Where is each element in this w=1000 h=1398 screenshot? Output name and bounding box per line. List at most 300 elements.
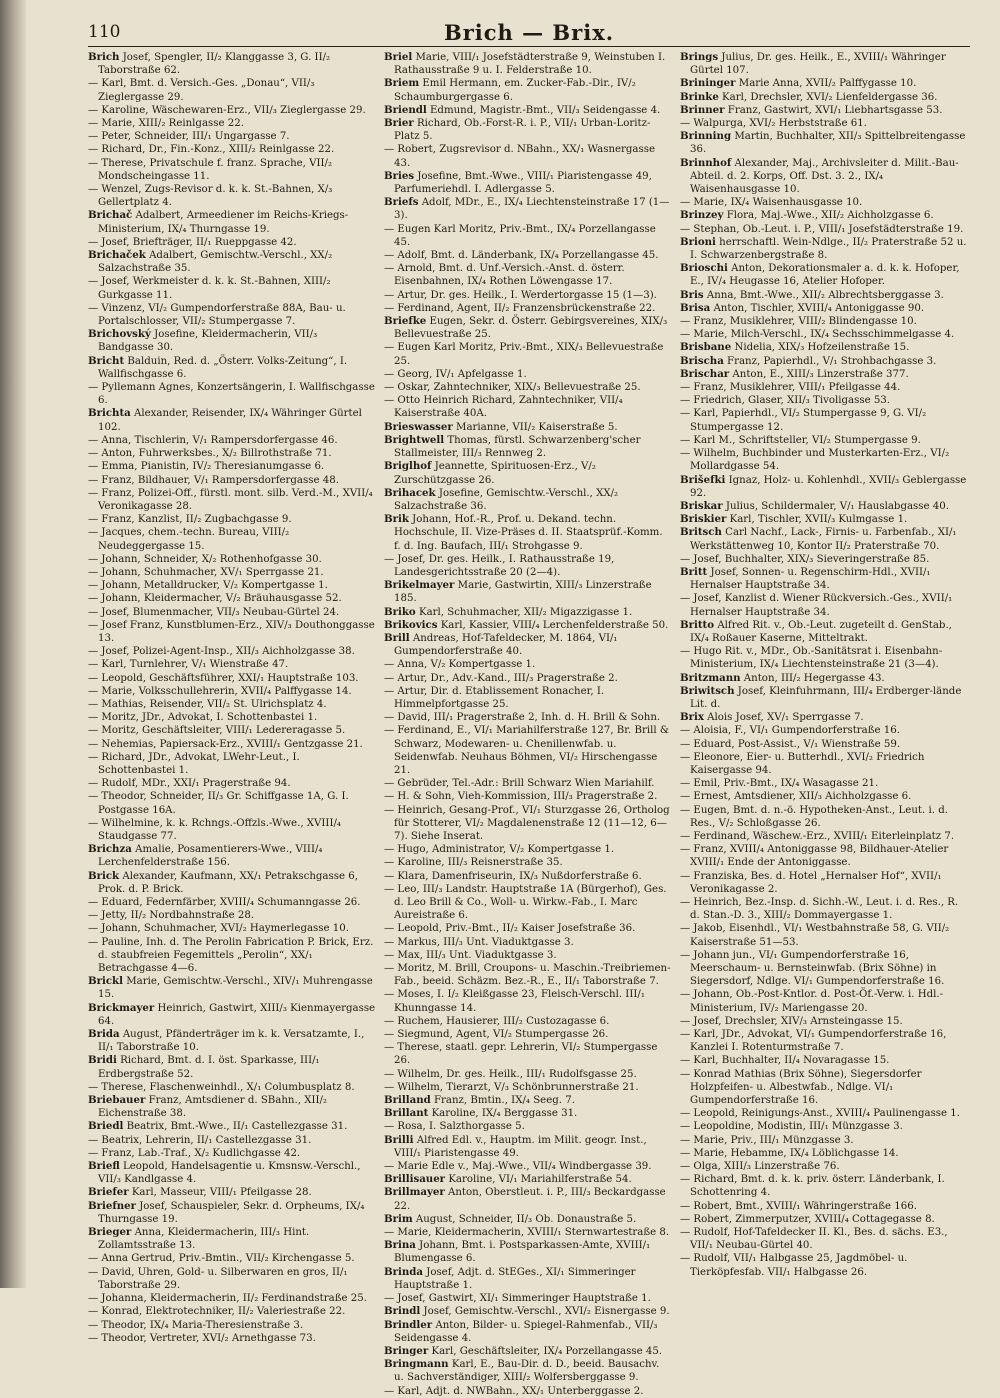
entry-text: Josef, Spengler, II/₂ Klanggasse 3, G. II/₂ Taborstraße 62. (98, 52, 331, 77)
directory-entry (680, 434, 968, 447)
entry-text: Josef, Adjt. d. StEGes., XI/₁ Simmeringer Hauptstraße 1. (394, 1266, 636, 1291)
entry-text: Marie, VIII/₁ Josefstädterstraße 9, Weinstuben I. Rathausstraße 9 u. I. Felderstraße 10. (394, 52, 666, 77)
entry-surname: Brikovics (384, 618, 438, 631)
directory-entry (384, 262, 672, 288)
directory-entry (384, 724, 672, 777)
entry-text: — Karoline, III/₃ Reisnerstraße 35. (384, 857, 563, 869)
directory-entry (680, 223, 968, 236)
entry-surname: Brieswasser (384, 420, 453, 433)
entry-surname: Brichovský (88, 328, 151, 341)
directory-entry (680, 1015, 968, 1028)
entry-surname: Briefl (88, 1160, 120, 1173)
entry-surname: Briebauer (88, 1094, 146, 1107)
entry-text: — Ferdinand, Agent, II/₂ Franzensbrückenstraße 22. (384, 302, 656, 314)
entry-text: Adolf, MDr., E., IX/₄ Liechtensteinstraße 17 (1—3). (394, 197, 670, 222)
entry-text: — Friedrich, Glaser, XII/₃ Tivoligasse 53. (680, 395, 891, 407)
directory-entry (88, 751, 376, 777)
directory-entry (384, 988, 672, 1014)
directory-entry (88, 526, 376, 552)
directory-entry (384, 685, 672, 711)
entry-text: — Josef, Briefträger, II/₁ Rueppgasse 42. (88, 236, 297, 248)
directory-entry (88, 870, 376, 896)
directory-entry (680, 738, 968, 751)
entry-text: — Marie, Volksschullehrerin, XVII/₄ Palffygasse 14. (88, 685, 352, 697)
entry-text: Eugen, Sekr. d. Österr. Gebirgsvereines, XIX/₃ Bellevuestraße 25. (394, 316, 668, 341)
directory-entry (680, 262, 968, 288)
directory-entry (88, 711, 376, 724)
directory-entry (680, 91, 968, 104)
entry-text: Karl, Kassier, VIII/₄ Lerchenfelderstraße 50. (440, 619, 669, 631)
directory-entry (384, 289, 672, 302)
entry-text: Josef, Sonnen- u. Regenschirm-Hdl., XVII/₁ Hernalser Hauptstraße 34. (690, 566, 931, 592)
directory-entry (680, 1107, 968, 1120)
entry-text: — Markus, III/₃ Unt. Viaduktgasse 3. (384, 936, 574, 948)
entry-text: — Eugen Karl Moritz, Priv.-Bmt., XIX/₃ Bellevuestraße 25. (384, 342, 664, 367)
entry-text: Adalbert, Armeediener im Reichs-Kriegs-Ministerium, IX/₄ Thurngasse 19. (98, 210, 349, 235)
entry-text: — Max, III/₃ Unt. Viaduktgasse 3. (384, 949, 557, 961)
entry-text: Marie, Gemischtw.-Verschl., XIV/₁ Muhrengasse 15. (98, 976, 373, 1001)
directory-entry (88, 698, 376, 711)
column-right (680, 51, 968, 1283)
entry-text: — Franziska, Bes. d. Hotel „Hernalser Hof“, XVII/₁ Veronikagasse 2. (680, 870, 942, 895)
directory-entry (384, 658, 672, 671)
entry-surname: Brickmayer (88, 1001, 155, 1014)
directory-entry (88, 143, 376, 156)
directory-entry (384, 460, 672, 486)
entry-text: Jeannette, Spirituosen-Erz., V/₂ Zurschützgasse 26. (394, 461, 596, 486)
entry-text: — H. & Sohn, Vieh-Kommission, III/₃ Pragerstraße 2. (384, 791, 658, 803)
directory-entry (384, 143, 672, 169)
directory-entry (88, 579, 376, 592)
entry-text: Karl, Masseur, VIII/₁ Pfeilgasse 28. (131, 1187, 312, 1199)
entry-text: — Marie, XIII/₂ Reinlgasse 22. (88, 118, 244, 130)
entry-text: — Konrad, Elektrotechniker, II/₂ Valeriestraße 22. (88, 1306, 346, 1318)
directory-entry (88, 1292, 376, 1305)
entry-text: Ignaz, Holz- u. Kohlenhdl., XVII/₃ Geblergasse 92. (690, 474, 967, 499)
entry-text: — Richard, Dr., Fin.-Konz., XIII/₂ Reinlgasse 22. (88, 144, 335, 156)
entry-text: Johann, Bmt. i. Postsparkassen-Amte, XVIII/₁ Blumengasse 6. (394, 1240, 651, 1265)
entry-text: — Moritz, JDr., Advokat, I. Schottenbastei 1. (88, 712, 318, 724)
entry-surname: Brickl (88, 975, 123, 988)
entry-surname: Brill (384, 631, 410, 644)
entry-text: — Gebrüder, Tel.-Adr.: Brill Schwarz Wien Mariahilf. (384, 778, 655, 790)
entry-text: Flora, Maj.-Wwe., XII/₂ Aichholzgasse 6. (726, 210, 934, 222)
directory-entry (88, 738, 376, 751)
entry-surname: Brik (384, 513, 409, 526)
directory-entry (88, 157, 376, 183)
directory-entry (384, 883, 672, 923)
entry-text: Franz, Papierhdl., V/₁ Strohbachgasse 3. (727, 355, 937, 367)
directory-entry (384, 1173, 672, 1186)
entry-text: — Therese, Privatschule f. franz. Sprache, VII/₂ Mondscheingasse 11. (88, 157, 333, 182)
directory-entry (384, 1094, 672, 1107)
entry-text: — Josef Franz, Kunstblumen-Erz., XIV/₃ Douthonggasse 13. (88, 619, 375, 644)
entry-text: Beatrix, Bmt.-Wwe., II/₁ Castellezgasse 31. (126, 1121, 348, 1133)
directory-entry (384, 1081, 672, 1094)
entry-text: — Siegmund, Agent, VI/₂ Stumpergasse 26. (384, 1029, 609, 1041)
directory-entry (680, 513, 968, 526)
directory-entry (88, 685, 376, 698)
entry-text: Richard, Bmt. d. I. öst. Sparkasse, III/₁ Erdbergstraße 52. (98, 1055, 320, 1080)
entry-surname: Brida (88, 1028, 120, 1041)
entry-text: herrschaftl. Wein-Ndlge., II/₂ Praterstraße 52 u. I. Schwarzenbergstraße 8. (690, 236, 967, 262)
entry-text: — Ruchem, Hausierer, III/₂ Custozagasse 6. (384, 1015, 610, 1027)
directory-entry (384, 1385, 672, 1398)
directory-entry (88, 104, 376, 117)
entry-surname: Brindl (384, 1305, 421, 1318)
entry-text: — Karl, Bmt. d. Versich.-Ges. „Donau“, VII/₃ Zieglergasse 29. (88, 78, 315, 103)
entry-text: — David, III/₁ Pragerstraße 2, Inh. d. H. Brill & Sohn. (384, 712, 661, 724)
directory-entry (384, 1345, 672, 1358)
directory-entry (680, 474, 968, 500)
entry-surname: Briko (384, 605, 416, 618)
entry-surname: Brillmayer (384, 1186, 445, 1199)
directory-entry (680, 209, 968, 222)
entry-text: Karl, Drechsler, XVI/₂ Lienfeldergasse 36. (722, 91, 938, 103)
directory-entry (680, 355, 968, 368)
directory-entry (680, 1200, 968, 1213)
entry-surname: Britzmann (680, 671, 741, 684)
entry-text: Anton, Bilder- u. Spiegel-Rahmenfab., VII/₃ Seidengasse 4. (394, 1319, 658, 1344)
directory-entry (384, 1358, 672, 1384)
directory-entry (88, 275, 376, 301)
directory-entry (384, 1292, 672, 1305)
directory-entry (680, 289, 968, 302)
entry-text: Franz, Amtsdiener d. SBahn., XII/₂ Eichenstraße 38. (98, 1095, 328, 1120)
entry-text: — Josef, Polizei-Agent-Insp., XII/₃ Aichholzgasse 38. (88, 646, 355, 658)
entry-text: Alexander, Kaufmann, XX/₁ Petrakschgasse 6, Prok. d. P. Brick. (98, 870, 358, 895)
entry-text: — Josef, Buchhalter, XIX/₃ Sieveringerstraße 85. (680, 553, 930, 565)
directory-entry (680, 1252, 968, 1278)
directory-entry (680, 51, 968, 77)
entry-text: — Johann, Schneider, X/₂ Rothenhofgasse 30. (88, 553, 322, 565)
directory-entry (88, 790, 376, 816)
entry-surname: Briendl (384, 103, 427, 116)
entry-surname: Brihacek (384, 486, 436, 499)
entry-surname: Briefke (384, 315, 427, 328)
directory-entry (680, 724, 968, 737)
directory-entry (384, 117, 672, 143)
directory-entry (680, 526, 968, 552)
directory-entry (384, 606, 672, 619)
directory-entry (88, 487, 376, 513)
entry-surname: Brinda (384, 1265, 423, 1278)
entry-surname: Britto (680, 618, 715, 631)
directory-entry (384, 1015, 672, 1028)
entry-surname: Brikelmayer (384, 579, 455, 592)
entry-text: — Heinrich, Bez.-Insp. d. Sichh.-W., Leut. i. d. Res., R. d. Stan.-D. 3., XIII/₂ Dommayergasse 1. (680, 897, 959, 922)
entry-text: — Klara, Damenfriseurin, IX/₃ Nußdorferstraße 6. (384, 870, 642, 882)
entry-text: — Josef, Kanzlist d. Wiener Rückversich.-Ges., XVII/₁ Hernalser Hauptstraße 34. (680, 593, 953, 618)
directory-entry (384, 1226, 672, 1239)
entry-text: — Nehemias, Papiersack-Erz., XVIII/₁ Gentzgasse 21. (88, 738, 363, 750)
directory-entry (680, 592, 968, 618)
entry-surname: Brillisauer (384, 1173, 446, 1186)
directory-entry (680, 1213, 968, 1226)
entry-surname: Brich (88, 51, 120, 63)
entry-surname: Britt (680, 565, 708, 578)
directory-entry (88, 619, 376, 645)
directory-entry (88, 1319, 376, 1332)
entry-text: — Leopold, Reinigungs-Anst., XVIII/₄ Paulinengasse 1. (680, 1108, 961, 1120)
entry-surname: Brix (680, 711, 704, 724)
entry-surname: Brightwell (384, 433, 445, 446)
entry-text: August, Pfänderträger im k. k. Versatzamte, I., II/₁ Taborstraße 10. (98, 1029, 365, 1054)
directory-entry (88, 553, 376, 566)
entry-surname: Brininger (680, 77, 736, 90)
directory-entry (680, 751, 968, 777)
entry-text: Johann, Hof.-R., Prof. u. Dekand. techn. Hochschule, II. Vize-Präses d. II. Staatsprüf.-Komm. f. d. Ing. Baufach, III/₁ Strohgasse 9. (394, 514, 663, 552)
directory-entry (680, 777, 968, 790)
entry-text: — Johann jun., VI/₁ Gumpendorferstraße 16, Meerschaum- u. Bernsteinwfab. (Brix Söhne) in Siegersdorf, Ndlge. VI/₁ Gumpendorferstraße 16. (680, 949, 945, 988)
entry-text: Heinrich, Gastwirt, XIII/₃ Kienmayergasse 64. (98, 1002, 376, 1027)
entry-text: — Emil, Priv.-Bmt., IX/₄ Wasagasse 21. (680, 778, 879, 790)
entry-text: — Karl M., Schriftsteller, VI/₂ Stumpergasse 9. (680, 434, 921, 446)
entry-text: Marianne, VII/₂ Kaiserstraße 5. (456, 421, 618, 433)
entry-text: — Artur, Dr., Adv.-Kand., III/₃ Pragerstraße 2. (384, 672, 618, 684)
entry-surname: Brieger (88, 1226, 132, 1239)
directory-entry (88, 513, 376, 526)
entry-text: Josef, Kleinfuhrmann, III/₄ Erdberger-lände Lit. d. (690, 685, 962, 710)
entry-text: — Oskar, Zahntechniker, XIX/₃ Bellevuestraße 25. (384, 382, 641, 394)
entry-text: — Franz, Kanzlist, II/₂ Zugbachgasse 9. (88, 514, 292, 526)
entry-text: — Beatrix, Lehrerin, II/₁ Castellezgasse 31. (88, 1134, 312, 1146)
entry-text: Emil Hermann, em. Zucker-Fab.-Dir., IV/₂ Schaumburgergasse 6. (394, 78, 636, 103)
entry-text: — Anton, Fuhrwerksbes., X/₂ Billrothstraße 71. (88, 448, 332, 460)
column-left (88, 51, 376, 1344)
directory-entry (88, 328, 376, 354)
directory-entry (88, 909, 376, 922)
entry-surname: Brischa (680, 354, 724, 367)
directory-entry (680, 566, 968, 592)
directory-entry (680, 328, 968, 341)
entry-text: — Konrad Mathias (Brix Söhne), Siegersdorfer Holzpfeifen- u. Albestwfab., Ndlge. VI/₁ Gumpendorferstraße 16. (680, 1068, 922, 1107)
entry-text: — Therese, Flaschenweinhdl., X/₁ Columbusplatz 8. (88, 1081, 355, 1093)
entry-text: — Franz, Lab.-Traf., X/₂ Kudlichgasse 42. (88, 1147, 301, 1159)
entry-text: Anna, Bmt.-Wwe., XII/₂ Albrechtsberggasse 3. (706, 289, 944, 301)
directory-entry (88, 1200, 376, 1226)
directory-entry (384, 434, 672, 460)
entry-surname: Brier (384, 117, 414, 130)
entry-surname: Briel (384, 51, 413, 63)
directory-entry (88, 724, 376, 737)
entry-text: — Rudolf, Hof-Tafeldecker II. Kl., Bes. d. sächs. E3., VII/₁ Neubau-Gürtel 40. (680, 1227, 948, 1252)
entry-text: — Johann, Schuhmacher, XVI/₂ Haymerlegasse 10. (88, 923, 349, 935)
directory-entry (88, 592, 376, 605)
entry-text: Carl Nachf., Lack-, Firnis- u. Farbenfab., XI/₁ Werkstättenweg 10, Kontor II/₂ Praterstraße 70. (690, 527, 957, 552)
directory-entry (384, 804, 672, 844)
directory-entry (88, 1081, 376, 1094)
directory-entry (88, 1160, 376, 1186)
entry-surname: Brinke (680, 90, 719, 103)
directory-entry (384, 843, 672, 856)
directory-entry (680, 104, 968, 117)
directory-entry (680, 1068, 968, 1108)
directory-entry (88, 1028, 376, 1054)
entry-text: — Rudolf, VII/₁ Halbgasse 25, Jagdmöbel- u. Tierköpfesfab. VII/₁ Halbgasse 26. (680, 1253, 908, 1278)
directory-entry (384, 249, 672, 262)
entry-surname: Brina (384, 1239, 416, 1252)
entry-surname: Briskier (680, 513, 727, 526)
entry-text: — Josef, Blumenmacher, VII/₃ Neubau-Gürtel 24. (88, 606, 340, 618)
directory-entry (680, 1054, 968, 1067)
directory-entry (680, 1134, 968, 1147)
page-number: 110 (88, 22, 121, 42)
entry-text: — Jetty, II/₂ Nordbahnstraße 28. (88, 910, 255, 922)
directory-entry (384, 632, 672, 658)
entry-text: — Anna, V/₂ Kompertgasse 1. (384, 659, 536, 671)
entry-surname: Briskar (680, 499, 723, 512)
entry-text: — Wilhelm, Buchbinder und Musterkarten-Erz., VI/₂ Mollardgasse 54. (680, 448, 950, 473)
entry-text: — Pauline, Inh. d. The Perolin Fabrication P. Brick, Erz. d. staubfreien Fegemittels „Perolin“, XX/₁ Betrachgasse 4—6. (88, 936, 374, 975)
entry-text: Franz, Bmtin., IX/₄ Seeg. 7. (433, 1095, 575, 1107)
directory-entry (384, 1239, 672, 1265)
entry-text: Karl, Tischler, XVII/₃ Kulmgasse 1. (729, 514, 908, 526)
entry-text: — Jacques, chem.-techn. Bureau, VIII/₂ Neudeggergasse 15. (88, 527, 290, 552)
entry-text: — Josef, Dr. ges. Heilk., I. Rathausstraße 19, Landesgerichtsstraße 20 (2—4). (384, 553, 615, 578)
directory-entry (384, 1213, 672, 1226)
entry-text: Julius, Dr. ges. Heilk., E., XVIII/₁ Währinger Gürtel 107. (690, 52, 946, 77)
directory-entry (680, 130, 968, 156)
directory-entry (88, 117, 376, 130)
directory-entry (680, 500, 968, 513)
directory-entry (384, 1266, 672, 1292)
entry-text: — Eleonore, Eier- u. Butterhdl., XVI/₂ Friedrich Kaisergasse 94. (680, 751, 925, 776)
directory-entry (680, 949, 968, 989)
entry-text: — David, Uhren, Gold- u. Silberwaren en gros, II/₁ Taborstraße 29. (88, 1266, 348, 1291)
directory-entry (88, 1252, 376, 1265)
directory-entry (384, 1120, 672, 1133)
entry-text: Anton, Dekorationsmaler a. d. k. k. Hofoper, E., IV/₄ Heugasse 16, Atelier Hofoper. (690, 263, 960, 288)
entry-text: — Robert, Zugsrevisor d. NBahn., XX/₁ Wasnergasse 43. (384, 144, 655, 169)
directory-entry (680, 117, 968, 130)
entry-text: — Eduard, Federnfärber, XVIII/₄ Schumanngasse 26. (88, 897, 361, 908)
entry-text: — Marie, Kleidermacherin, XVIII/₁ Sternwartestraße 8. (384, 1227, 670, 1239)
entry-text: Andreas, Hof-Tafeldecker, M. 1864, VI/₁ Gumpendorferstraße 40. (394, 632, 618, 658)
directory-entry (384, 196, 672, 222)
directory-entry (384, 315, 672, 341)
entry-surname: Briefs (384, 196, 419, 209)
directory-entry (88, 1147, 376, 1160)
directory-entry (680, 553, 968, 566)
entry-text: — Artur, Dr. ges. Heilk., I. Werdertorgasse 15 (1—3). (384, 289, 657, 301)
directory-entry (384, 1305, 672, 1318)
directory-entry (384, 341, 672, 367)
entry-text: Marie, Gastwirtin, XIII/₃ Linzerstraße 185. (394, 580, 652, 605)
entry-text: Nidelia, XIX/₃ Hofzeilenstraße 15. (734, 342, 910, 354)
directory-entry (680, 157, 968, 197)
entry-text: — Leo, III/₃ Landstr. Hauptstraße 1A (Bürgerhof), Ges. d. Leo Brill & Co., Woll- u. Wirkw.-Fab., I. Marc Aureistraße 6. (384, 883, 667, 922)
entry-text: — Otto Heinrich Richard, Zahntechniker, VII/₄ Kaiserstraße 40A. (384, 395, 623, 420)
entry-surname: Brichač (88, 209, 133, 222)
entry-text: — Heinrich, Gesang-Prof., VI/₁ Sturzgasse 26, Ortholog für Stotterer, VI/₂ Magdalenenstraße 12 (11—12, 6—7). Siehe Inserat. (384, 804, 670, 842)
entry-text: — Marie Edle v., Maj.-Wwe., VII/₄ Windbergasse 39. (384, 1161, 652, 1173)
directory-entry (384, 302, 672, 315)
entry-text: Alfred Rit. v., Ob.-Leut. zugeteilt d. GenStab., IX/₄ Roßauer Kaserne, Mitteltrakt. (690, 619, 952, 644)
entry-text: — Jakob, Eisenhdl., VI/₁ Westbahnstraße 58, G. VII/₂ Kaiserstraße 51—53. (680, 923, 950, 948)
entry-text: — Rudolf, MDr., XXI/₁ Pragerstraße 94. (88, 778, 291, 790)
directory-entry (680, 685, 968, 711)
directory-entry (680, 77, 968, 90)
entry-text: — Anna, Tischlerin, V/₁ Rampersdorfergasse 46. (88, 434, 338, 446)
directory-entry (384, 856, 672, 869)
entry-text: — Johann, Metalldrucker, V/₂ Kompertgasse 1. (88, 580, 328, 592)
directory-entry (384, 381, 672, 394)
directory-entry (384, 962, 672, 988)
directory-entry (384, 1068, 672, 1081)
directory-entry (384, 619, 672, 632)
entry-text: — Peter, Schneider, III/₁ Ungargasse 7. (88, 131, 290, 143)
directory-entry (88, 817, 376, 843)
directory-entry (88, 672, 376, 685)
page-header (88, 20, 970, 47)
directory-entry (88, 1054, 376, 1080)
entry-text: Josefine, Kleidermacherin, VII/₃ Bandgasse 30. (98, 329, 318, 354)
directory-entry (88, 381, 376, 407)
entry-text: — Karl, Adjt. d. NWBahn., XX/₁ Unterberggasse 2. (384, 1385, 644, 1397)
entry-surname: Brick (88, 869, 120, 882)
directory-entry (384, 368, 672, 381)
entry-text: Franz, Gastwirt, XVI/₁ Liebhartsgasse 53. (727, 104, 943, 116)
directory-entry (88, 645, 376, 658)
directory-entry (680, 988, 968, 1014)
entry-text: — Franz, XVIII/₄ Antoniggasse 98, Bildhauer-Atelier XVIII/₁ Ende der Antoniggasse. (680, 844, 949, 869)
entry-surname: Brinning (680, 130, 732, 143)
directory-entry (680, 196, 968, 209)
directory-entry (88, 434, 376, 447)
entry-surname: Brilli (384, 1133, 414, 1146)
directory-entry (88, 1266, 376, 1292)
entry-surname: Briglhof (384, 460, 432, 473)
directory-entry (384, 77, 672, 103)
entry-text: Anna, Kleidermacherin, III/₃ Hint. Zollamtsstraße 13. (98, 1227, 310, 1252)
directory-entry (680, 870, 968, 896)
directory-entry (384, 579, 672, 605)
entry-text: Julius, Schildermaler, V/₁ Hauslabgasse 40. (725, 500, 949, 512)
directory-entry (88, 130, 376, 143)
entry-text: — Johann, Schuhmacher, XV/₁ Sperrgasse 21. (88, 566, 324, 578)
entry-text: — Robert, Zimmerputzer, XVIII/₄ Cottagegasse 8. (680, 1213, 935, 1225)
entry-surname: Brischar (680, 367, 730, 380)
entry-text: — Richard, Bmt. d. k. k. priv. österr. Länderbank, I. Schottenring 4. (680, 1174, 945, 1199)
entry-surname: Britsch (680, 526, 722, 539)
entry-text: Anton, E., XIII/₃ Linzerstraße 377. (732, 368, 909, 380)
entry-text: — Anna Gertrud, Priv.-Bmtin., VII/₂ Kirchengasse 5. (88, 1253, 355, 1265)
directory-entry (680, 830, 968, 843)
entry-text: — Aloisia, F., VI/₁ Gumpendorferstraße 16. (680, 725, 901, 737)
directory-entry (384, 421, 672, 434)
entry-text: — Franz, Musiklehrer, VIII/₂ Blindengasse 10. (680, 316, 917, 328)
directory-entry (384, 790, 672, 803)
entry-text: — Emma, Pianistin, IV/₂ Theresianumgasse 6. (88, 461, 325, 473)
entry-text: — Marie, Hebamme, IX/₄ Löblichgasse 14. (680, 1147, 899, 1159)
directory-entry (384, 1134, 672, 1160)
entry-text: — Theodor, Vertreter, XVI/₂ Arnethgasse 73. (88, 1332, 316, 1344)
directory-entry (384, 51, 672, 77)
directory-entry (88, 1094, 376, 1120)
entry-text: Richard, Ob.-Forst-R. i. P., VII/₁ Urban-Loritz-Platz 5. (394, 118, 651, 143)
entry-surname: Briefer (88, 1186, 129, 1199)
entry-surname: Bries (384, 169, 415, 182)
entry-surname: Bris (680, 288, 704, 301)
entry-text: — Rosa, I. Salzthorgasse 5. (384, 1121, 525, 1133)
entry-text: — Leopold, Geschäftsführer, XXI/₁ Hauptstraße 103. (88, 672, 359, 684)
directory-entry (88, 209, 376, 235)
directory-entry (88, 922, 376, 935)
entry-text: — Stephan, Ob.-Leut. i. P., VIII/₁ Josefstädterstraße 19. (680, 223, 964, 235)
directory-entry (680, 645, 968, 671)
directory-entry (88, 1332, 376, 1345)
